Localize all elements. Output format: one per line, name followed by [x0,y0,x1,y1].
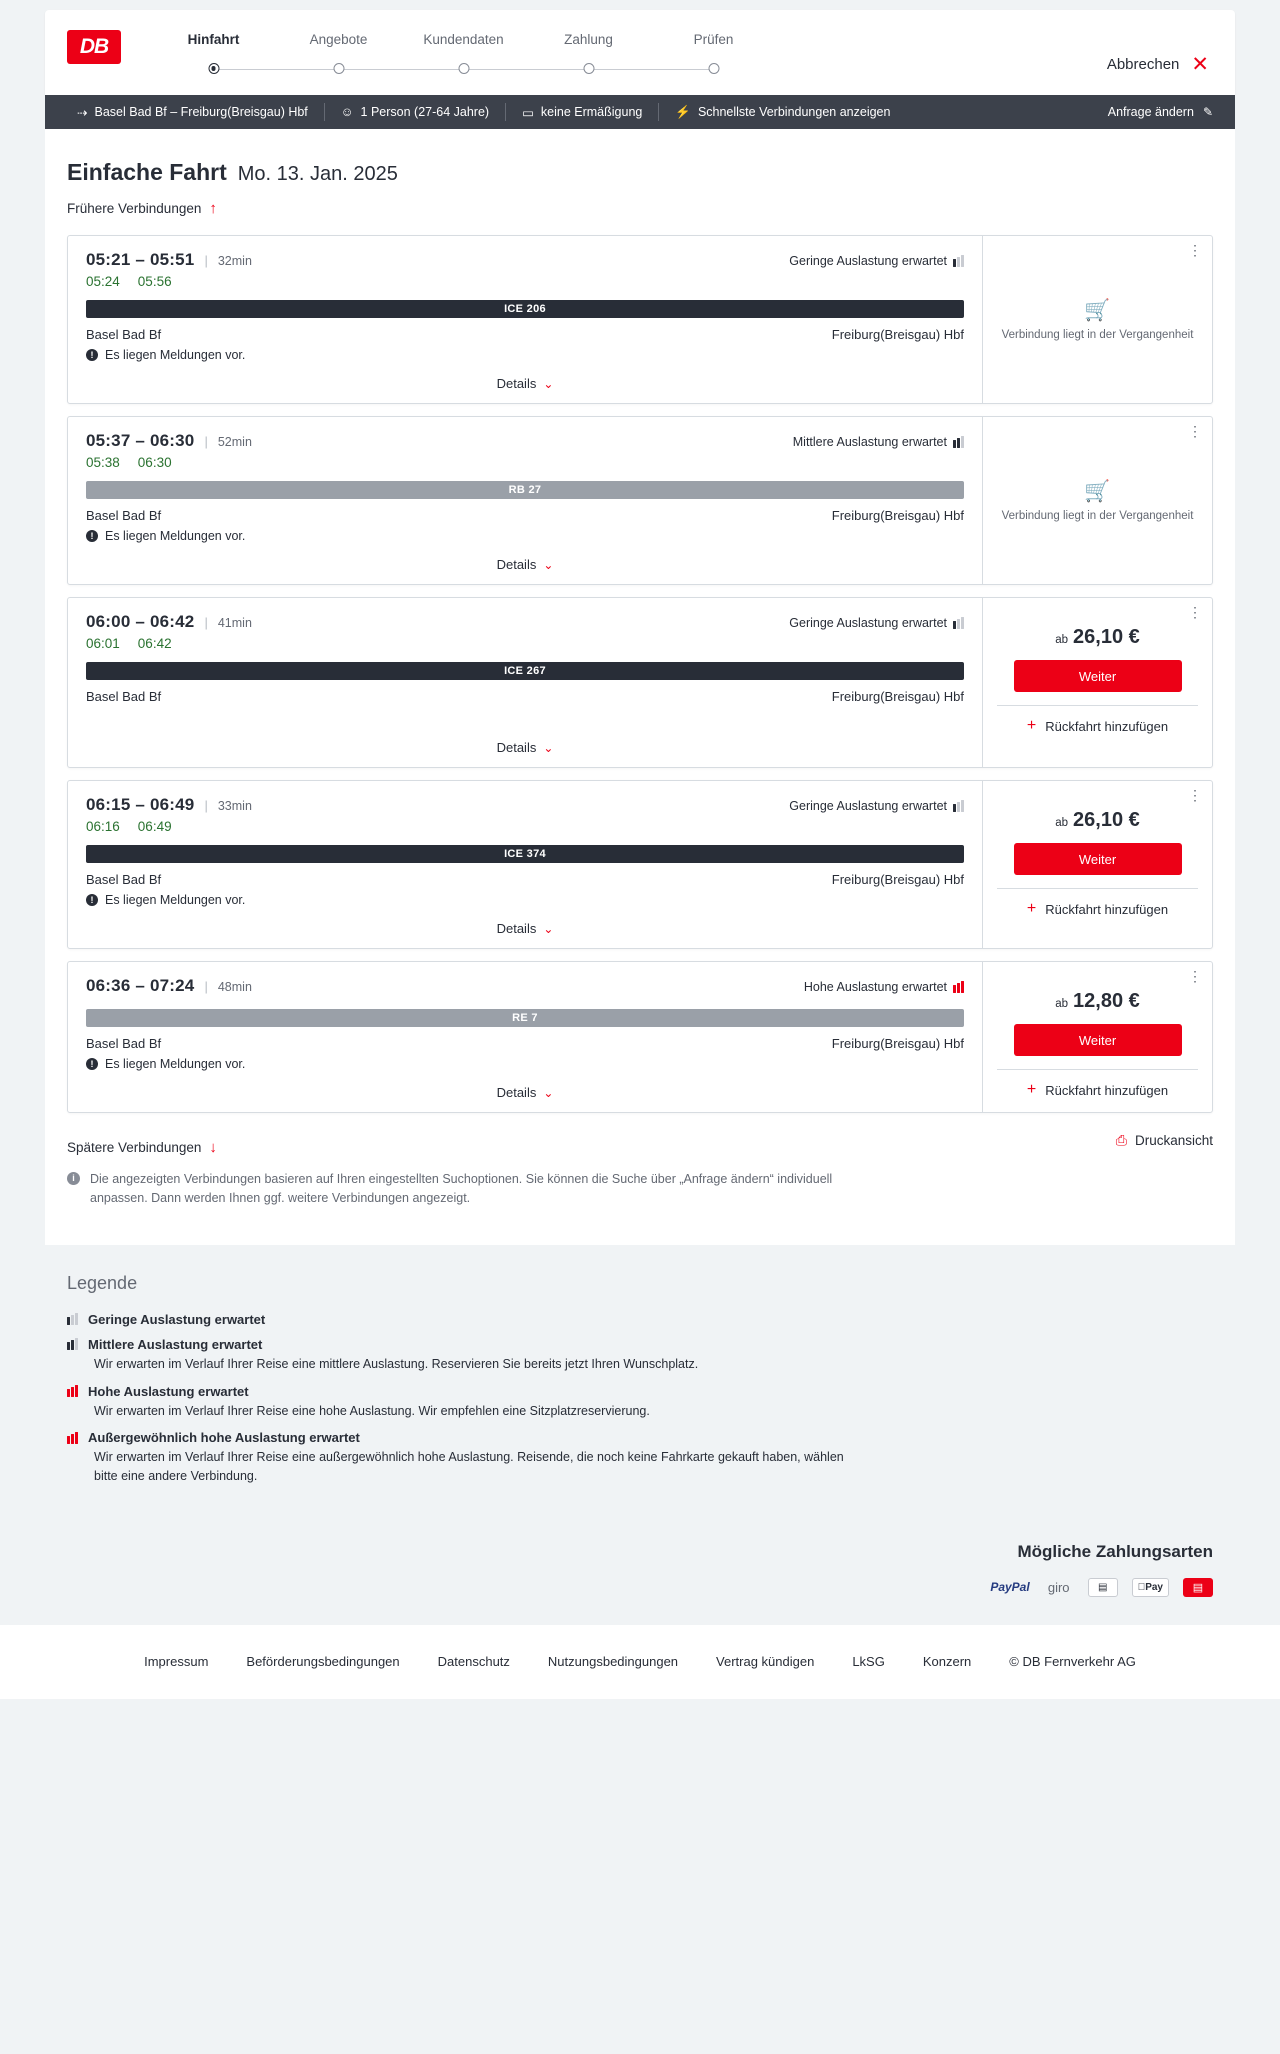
db-logo: DB [67,30,121,64]
continue-button[interactable]: Weiter [1014,843,1182,875]
step-pruefen[interactable] [651,32,776,81]
utilization-low-icon [953,800,964,812]
connection-details [68,236,982,403]
realtime-arrival: 06:30 [137,455,172,470]
utilization [789,254,964,268]
utilization-label: Geringe Auslastung erwartet [789,254,947,268]
legend-item-high [67,1384,1213,1421]
connection-action-panel [982,236,1212,403]
utilization-label: Geringe Auslastung erwartet [789,616,947,630]
divider: | [204,979,208,994]
divider: | [204,615,208,630]
discount-label: keine Ermäßigung [540,105,643,119]
lightning-icon: ⚡ [675,104,691,119]
legend-label: Geringe Auslastung erwartet [88,1311,266,1327]
legend-item-veryhigh [67,1430,1213,1486]
chevron-down-icon: ⌄ [543,1085,554,1100]
utilization-label: Hohe Auslastung erwartet [803,980,947,994]
connection-action-panel [982,962,1212,1112]
connection-duration: 32min [217,254,252,268]
chevron-down-icon: ⌄ [543,557,554,572]
connection-time: 06:36 – 07:24 [86,976,195,995]
legend-item-medium [67,1337,1213,1374]
details-label: Details [496,557,537,572]
plus-icon: + [1026,1081,1037,1098]
chevron-down-icon: ⌄ [543,740,554,755]
service-message[interactable] [86,1057,964,1071]
legend-desc: Wir erwarten im Verlauf Ihrer Reise eine außergewöhnlich hohe Auslastung. Reisende, die noch keine Fahrkarte gekauft haben, wählen bitte eine andere Verbindung. [94,1450,844,1483]
connection-time: 06:15 – 06:49 [86,795,195,814]
trip-date: Mo. 13. Jan. 2025 [237,163,398,185]
card-icon: ▭ [522,105,534,120]
connection-action-panel [982,417,1212,584]
continue-button[interactable]: Weiter [1014,1024,1182,1056]
summary-passengers[interactable] [325,105,505,119]
printer-icon: ⎙ [1115,1132,1127,1148]
utilization-high-icon [67,1385,78,1397]
warning-icon: ! [86,894,98,906]
train-badge[interactable]: RE 7 [86,1009,964,1027]
train-badge[interactable]: ICE 267 [86,662,964,680]
step-label: Hinfahrt [187,32,240,47]
legend-title: Legende [67,1272,138,1293]
fastest-label: Schnellste Verbindungen anzeigen [697,105,891,119]
list-footer [45,1125,1235,1156]
utilization [793,435,964,449]
connection-details [68,962,982,1112]
utilization-label: Geringe Auslastung erwartet [789,799,947,813]
summary-route[interactable] [61,105,324,120]
add-return-button[interactable] [997,705,1198,734]
details-label: Details [496,1085,537,1100]
details-toggle[interactable] [86,362,964,403]
footer-link-vertrag-kuendigen[interactable]: Vertrag kündigen [716,1654,815,1670]
chevron-down-icon: ⌄ [543,376,554,391]
arrival-station: Freiburg(Breisgau) Hbf [831,327,964,342]
train-badge[interactable]: RB 27 [86,481,964,499]
realtime-arrival: 06:42 [137,636,172,651]
payment-title: Mögliche Zahlungsarten [1017,1541,1213,1561]
table-row[interactable] [67,597,1213,768]
table-row[interactable] [67,780,1213,949]
add-return-button[interactable] [997,888,1198,917]
connection-details [68,598,982,767]
step-label: Angebote [309,32,368,47]
arrow-down-icon: ↓ [209,1139,217,1156]
sepa-direct-debit-icon: ▤ [1088,1578,1118,1597]
step-hinfahrt[interactable] [151,32,276,81]
more-options-icon[interactable]: ⋮ [1188,423,1202,439]
departure-station: Basel Bad Bf [86,1036,162,1051]
add-return-label: Rückfahrt hinzufügen [1045,718,1169,734]
route-label: Basel Bad Bf – Freiburg(Breisgau) Hbf [94,105,308,119]
step-zahlung[interactable] [526,32,651,81]
continue-button[interactable]: Weiter [1014,660,1182,692]
step-label: Prüfen [693,32,734,47]
utilization-medium-icon [953,436,964,448]
cancel-button[interactable] [1107,54,1209,75]
utilization-label: Mittlere Auslastung erwartet [792,435,947,449]
summary-fastest[interactable] [659,105,906,120]
apple-pay-icon: Pay [1132,1578,1169,1597]
connection-details [68,781,982,948]
step-kundendaten[interactable] [401,32,526,81]
train-badge[interactable]: ICE 206 [86,300,964,318]
utilization-very-high-icon [67,1432,78,1444]
step-dot [208,63,219,74]
past-connection-note: Verbindung liegt in der Vergangenheit [1001,509,1194,522]
message-label: Es liegen Meldungen vor. [105,893,246,907]
utilization-low-icon [953,255,964,267]
message-label: Es liegen Meldungen vor. [105,348,246,362]
legend-desc: Wir erwarten im Verlauf Ihrer Reise eine hohe Auslastung. Wir empfehlen eine Sitzplatzreservierung. [94,1403,650,1418]
trip-type-title: Einfache Fahrt [67,159,227,185]
arrival-station: Freiburg(Breisgau) Hbf [831,508,964,523]
print-view-button[interactable] [1116,1132,1213,1149]
details-label: Details [496,376,537,391]
more-options-icon[interactable]: ⋮ [1188,242,1202,258]
details-label: Details [496,740,537,755]
utilization-low-icon [67,1313,78,1325]
plus-icon: + [1026,900,1037,917]
footer-link-lksg[interactable]: LkSG [852,1654,885,1670]
connection-time: 06:00 – 06:42 [86,612,195,631]
details-toggle[interactable] [86,907,964,948]
page-root [0,10,1280,1699]
search-summary-bar [45,95,1235,129]
footer-link-impressum[interactable]: Impressum [144,1654,209,1670]
paypal-icon: PayPal [990,1580,1030,1595]
pencil-icon[interactable]: ✎ [1202,105,1213,119]
connection-time: 05:21 – 05:51 [86,250,195,269]
giropay-icon: giro [1047,1579,1070,1595]
checkout-header [45,10,1235,95]
more-options-icon[interactable]: ⋮ [1188,968,1202,984]
step-dot [583,63,594,74]
person-icon: ☺ [340,105,354,119]
arrow-up-icon: ↑ [209,200,217,217]
change-query-button[interactable] [1108,105,1227,119]
departure-station: Basel Bad Bf [86,872,162,887]
realtime-arrival: 05:56 [137,274,172,289]
print-label: Druckansicht [1134,1133,1213,1148]
utilization [804,980,964,994]
footer-link-konzern[interactable]: Konzern [922,1654,972,1670]
utilization-low-icon [953,617,964,629]
realtime-arrival: 06:49 [137,819,172,834]
connection-details [68,417,982,584]
add-return-label: Rückfahrt hinzufügen [1045,901,1169,917]
results-panel [45,129,1235,1245]
connection-action-panel [982,598,1212,767]
departure-station: Basel Bad Bf [86,689,162,704]
legend-item-low [67,1312,1213,1327]
realtime-departure: 05:38 [86,455,120,470]
step-dot [708,63,719,74]
earlier-label: Frühere Verbindungen [67,201,202,216]
page-title [45,159,1235,186]
divider: | [204,253,208,268]
price-prefix: ab [1055,998,1069,1010]
warning-icon: ! [86,530,98,542]
realtime-departure: 05:24 [86,274,120,289]
add-return-button[interactable] [997,1069,1198,1098]
credit-card-icon: ▤ [1183,1578,1213,1597]
price-amount: 12,80 € [1073,990,1140,1012]
price [1055,809,1140,832]
connection-action-panel [982,781,1212,948]
progress-steps [151,32,776,81]
site-footer [0,1625,1280,1699]
warning-icon: ! [86,349,98,361]
details-toggle[interactable] [86,543,964,584]
arrival-station: Freiburg(Breisgau) Hbf [831,872,964,887]
close-icon[interactable]: ✕ [1191,53,1209,76]
cart-crossed-icon: 🛒 [1084,298,1111,322]
details-toggle[interactable] [86,1071,964,1112]
service-message[interactable] [86,893,964,907]
footer-link-datenschutz[interactable]: Datenschutz [437,1654,510,1670]
legend-section [0,1245,1280,1530]
price [1055,990,1140,1013]
step-dot [333,63,344,74]
price-prefix: ab [1055,817,1069,829]
table-row[interactable] [67,416,1213,585]
cancel-label: Abbrechen [1106,56,1180,73]
footer-copyright: © DB Fernverkehr AG [1009,1654,1136,1670]
summary-discount[interactable] [506,105,658,120]
passengers-label: 1 Person (27-64 Jahre) [360,105,490,119]
departure-station: Basel Bad Bf [86,327,162,342]
details-label: Details [496,921,537,936]
arrival-station: Freiburg(Breisgau) Hbf [831,1036,964,1051]
realtime-departure: 06:01 [86,636,120,651]
utilization-medium-icon [67,1338,78,1350]
utilization [789,799,964,813]
price-amount: 26,10 € [1073,809,1140,831]
earlier-connections-button[interactable] [45,200,1235,217]
table-row[interactable] [67,961,1213,1113]
step-label: Zahlung [564,32,613,47]
legend-label: Außergewöhnlich hohe Auslastung erwartet [88,1430,360,1446]
plus-icon: + [1026,717,1037,734]
payment-methods-section [0,1530,1280,1625]
message-label: Es liegen Meldungen vor. [105,529,246,543]
later-label: Spätere Verbindungen [67,1140,202,1155]
table-row[interactable] [67,235,1213,404]
departure-station: Basel Bad Bf [86,508,162,523]
add-return-label: Rückfahrt hinzufügen [1045,1082,1169,1098]
chevron-down-icon: ⌄ [543,921,554,936]
connection-duration: 33min [217,799,252,813]
price [1055,626,1140,649]
warning-icon: ! [86,1058,98,1070]
step-dot [458,63,469,74]
service-message[interactable] [86,529,964,543]
details-toggle[interactable] [86,726,964,767]
more-options-icon[interactable]: ⋮ [1188,604,1202,620]
info-icon: i [67,1172,80,1185]
connection-time: 05:37 – 06:30 [86,431,195,450]
service-message[interactable] [86,348,964,362]
connection-list [45,235,1235,1113]
payment-icons [67,1578,1213,1597]
change-label: Anfrage ändern [1107,105,1194,119]
divider: | [204,434,208,449]
legend-desc: Wir erwarten im Verlauf Ihrer Reise eine mittlere Auslastung. Reservieren Sie bereits jetzt Ihren Wunschplatz. [94,1356,699,1371]
divider: | [204,798,208,813]
footer-link-nutzungsbedingungen[interactable]: Nutzungsbedingungen [547,1654,679,1670]
step-label: Kundendaten [423,32,504,47]
route-arrow-icon: ⇢ [77,105,88,120]
utilization-high-icon [953,981,964,993]
price-amount: 26,10 € [1073,626,1140,648]
legend-label: Mittlere Auslastung erwartet [88,1336,263,1352]
cart-crossed-icon: 🛒 [1084,479,1111,503]
footer-link-befoerderungsbedingungen[interactable]: Beförderungsbedingungen [246,1654,400,1670]
connection-duration: 48min [217,980,252,994]
legend-label: Hohe Auslastung erwartet [88,1383,249,1399]
more-options-icon[interactable]: ⋮ [1188,787,1202,803]
message-label: Es liegen Meldungen vor. [105,1057,246,1071]
arrival-station: Freiburg(Breisgau) Hbf [831,689,964,704]
search-hint [45,1156,865,1209]
step-angebote[interactable] [276,32,401,81]
connection-duration: 52min [217,435,252,449]
utilization [789,616,964,630]
past-connection-note: Verbindung liegt in der Vergangenheit [1001,328,1194,341]
train-badge[interactable]: ICE 374 [86,845,964,863]
realtime-departure: 06:16 [86,819,120,834]
connection-duration: 41min [217,616,252,630]
price-prefix: ab [1055,634,1069,646]
later-connections-button[interactable] [67,1139,217,1156]
hint-text: Die angezeigten Verbindungen basieren auf Ihren eingestellten Suchoptionen. Sie können die Suche über „Anfrage ändern“ individuell anpassen. Dann werden Ihnen ggf. weitere Verbindungen angezeigt. [90,1172,833,1206]
